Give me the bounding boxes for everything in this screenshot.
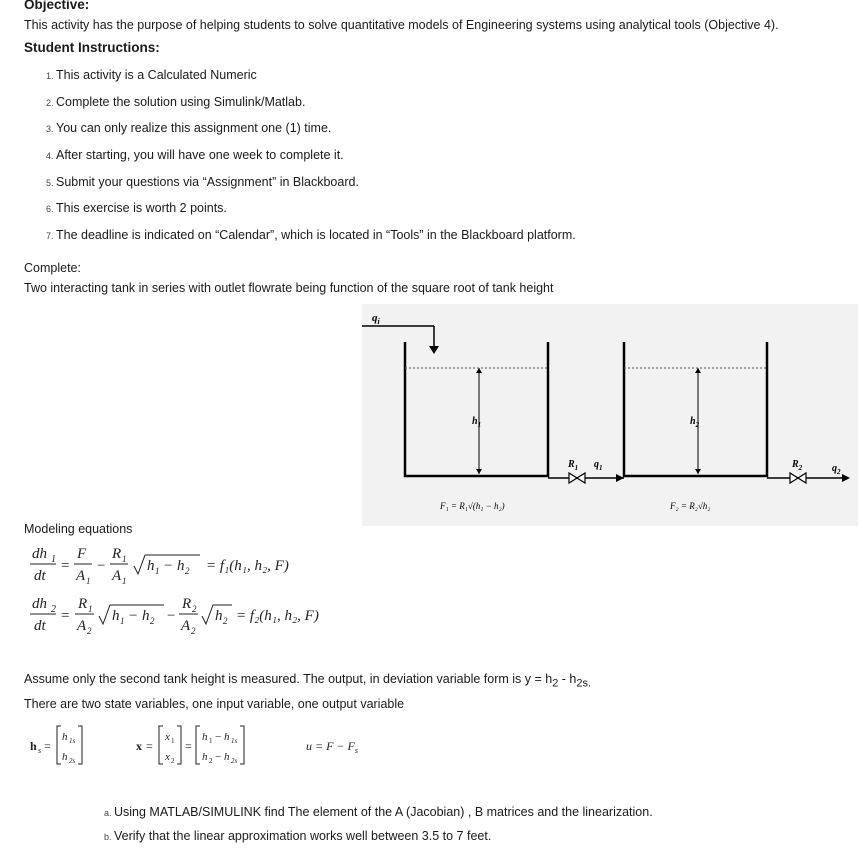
hs-vector [30,726,82,765]
svg-text:h: h [224,731,230,743]
svg-text:dt: dt [34,568,46,584]
svg-text:1s: 1s [69,737,76,745]
instruction-item: 2. Complete the solution using Simulink/Matlab. [56,89,576,116]
tasks-list [82,800,653,848]
svg-text:A: A [76,568,86,584]
svg-text:2: 2 [87,626,92,636]
svg-text:2s: 2s [231,757,238,765]
svg-text:−: − [129,608,138,624]
instruction-item: 4. After starting, you will have one week to complete it. [56,142,576,169]
svg-text:2: 2 [171,757,175,765]
svg-text:h: h [30,739,37,753]
modeling-label: Modeling equations [24,522,133,536]
svg-text:2: 2 [51,604,56,615]
svg-text:2: 2 [191,626,196,636]
svg-text:dt: dt [34,618,46,634]
assumption-line-2: There are two state variables, one input variable, one output variable [24,697,405,711]
svg-text:h: h [112,608,120,624]
equation-2-rhs: = f₂(h₁, h₂, F) [236,608,319,624]
state-definitions [28,720,388,770]
objective-text: This activity has the purpose of helping students to solve quantitative models of Engineering systems using analytical tools (Objective 4). [24,18,779,32]
u-definition: $u = F - F_s$ [306,739,358,755]
svg-text:h: h [147,558,155,574]
svg-text:=: = [44,739,51,753]
svg-text:2: 2 [209,757,213,765]
svg-text:1: 1 [120,616,125,626]
svg-text:R: R [182,596,192,612]
tank-diagram [362,304,858,526]
instruction-item: 3. You can only realize this assignment one (1) time. [56,115,576,142]
svg-text:1: 1 [122,554,127,564]
diagram-background [362,304,858,526]
svg-text:x: x [165,751,170,763]
svg-text:2: 2 [150,616,155,626]
svg-text:2: 2 [223,616,228,626]
task-item: a. Using MATLAB/SIMULINK find The element of the A (Jacobian) , B matrices and the linearization. [114,800,653,824]
flow-1-label: $q_1$ [594,459,603,472]
svg-text:−: − [215,751,222,763]
task-item: b. Verify that the linear approximation works well between 3.5 to 7 feet. [114,824,653,848]
svg-text:2: 2 [185,566,190,576]
equation-1-rhs: = f₁(h₁, h₂, F) [206,558,289,574]
flow-2-label: $q_2$ [832,463,841,476]
objective-heading: Objective: [24,0,90,12]
instruction-item: 7. The deadline is indicated on “Calendar”, which is located in “Tools” in the Blackboard platform. [56,222,576,249]
svg-text:=: = [61,558,70,574]
assumption-line-1: Assume only the second tank height is measured. The output, in deviation variable form is $y = h_2 - h_{2s.}$ [24,672,592,690]
complete-label: Complete: [24,261,81,275]
inflow-label: $q_i$ [372,312,380,326]
svg-text:1: 1 [88,604,93,614]
svg-text:=: = [61,608,70,624]
svg-text:dh: dh [32,546,47,562]
svg-text:x: x [165,731,170,743]
svg-text:2s: 2s [69,757,76,765]
svg-text:1: 1 [122,576,127,586]
svg-text:A: A [77,618,87,634]
svg-text:R: R [78,596,88,612]
svg-text:x: x [136,739,142,753]
instruction-item: 1. This activity is a Calculated Numeric [56,62,576,89]
svg-text:h: h [62,731,68,743]
svg-text:dh: dh [32,596,47,612]
svg-text:1: 1 [171,737,175,745]
svg-text:h: h [224,751,230,763]
x-vector [136,726,244,765]
svg-text:s: s [38,746,42,755]
instructions-heading: Student Instructions: [24,40,160,55]
svg-text:A: A [112,568,122,584]
svg-text:−: − [164,558,173,574]
svg-text:−: − [167,608,176,624]
svg-text:−: − [97,558,106,574]
svg-text:h: h [202,731,208,743]
svg-text:h: h [202,751,208,763]
svg-text:F: F [77,546,87,562]
svg-text:h: h [62,751,68,763]
svg-text:1: 1 [155,566,160,576]
tank-1-height-label: $h_1$ [472,416,482,429]
svg-text:A: A [181,618,191,634]
svg-text:2: 2 [192,604,197,614]
svg-text:=: = [185,739,192,753]
modeling-equations [24,542,364,642]
svg-text:1: 1 [86,576,91,586]
instruction-item: 5. Submit your questions via “Assignment” in Blackboard. [56,169,576,196]
complete-description: Two interacting tank in series with outlet flowrate being function of the square root of tank height [24,281,554,295]
svg-text:−: − [215,731,222,743]
caption-flow-2: F₂ = R₂√h₂ [670,501,711,511]
equation-2 [30,596,319,636]
svg-text:h: h [142,608,150,624]
instructions-list [24,62,576,249]
svg-text:h: h [215,608,223,624]
svg-text:h: h [177,558,185,574]
svg-text:R: R [112,546,122,562]
valve-1-label: $R_1$ [568,459,579,472]
tank-2-height-label: $h_2$ [690,416,700,429]
valve-2-label: $R_2$ [792,459,803,472]
svg-text:1s: 1s [231,737,238,745]
svg-text:1: 1 [209,737,213,745]
caption-flow-1: F₁ = R₁√(h₁ − h₂) [440,501,505,511]
svg-text:=: = [146,739,153,753]
instruction-item: 6. This exercise is worth 2 points. [56,195,576,222]
equation-1 [30,546,289,586]
svg-text:1: 1 [51,554,56,565]
